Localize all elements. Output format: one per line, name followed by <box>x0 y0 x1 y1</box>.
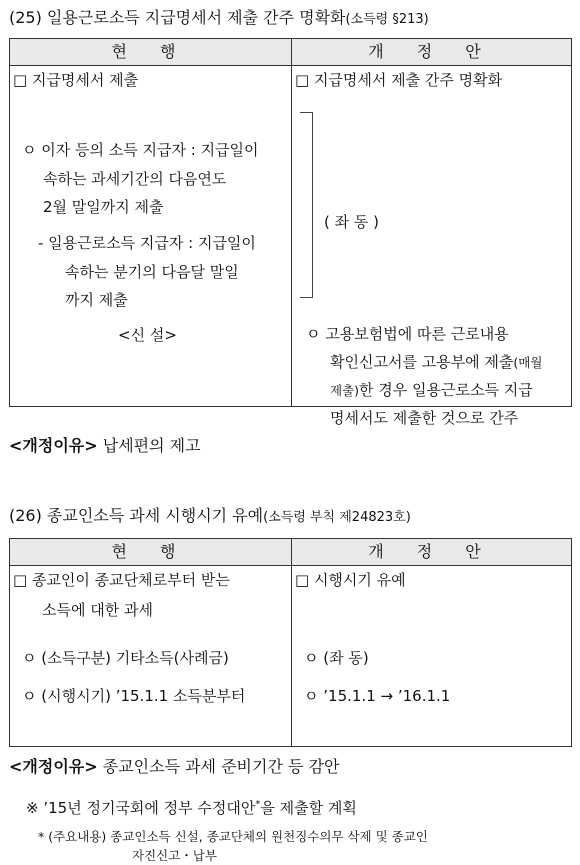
section-26-table <box>9 538 572 747</box>
revised-heading-26: □ 시행시기 유예 <box>295 571 406 589</box>
reason-text: 납세편의 제고 <box>102 436 201 455</box>
section-25-table <box>9 38 572 427</box>
revised-line-3: 제출)한 경우 일용근로소득 지급 <box>330 381 533 399</box>
reason-label: <개정이유> <box>9 436 98 455</box>
current-cell-26 <box>10 566 292 747</box>
revised-line-1-26: ㅇ (좌 동) <box>304 649 369 667</box>
current-line-6: 까지 제출 <box>65 291 128 309</box>
footnote-line-1: * (주요내용) 종교인소득 신설, 종교단체의 원천징수의무 삭제 및 종교인 <box>38 829 428 844</box>
current-line-1-26: ㅇ (소득구분) 기타소득(사례금) <box>22 649 229 667</box>
col-revised-header: 개 정 안 <box>292 39 572 66</box>
current-new-placeholder: <신 설> <box>118 326 177 344</box>
col-current-header-26: 현 행 <box>10 539 292 566</box>
section-25-title <box>9 5 429 28</box>
plan-note: ※ ’15년 정기국회에 정부 수정대안*을 제출할 계획 <box>26 799 357 817</box>
section-26-ref: (소득령 부칙 제24823호) <box>263 510 411 525</box>
reason-label-26: <개정이유> <box>9 757 98 776</box>
col-revised-header-26: 개 정 안 <box>292 539 572 566</box>
current-line-3: 2월 말일까지 제출 <box>43 198 164 216</box>
section-26-reason <box>9 754 339 777</box>
section-25-reason <box>9 433 201 456</box>
current-cell <box>10 66 292 407</box>
reason-text-26: 종교인소득 과세 준비기간 등 감안 <box>102 757 340 776</box>
revised-line-2: 확인신고서를 고용부에 제출(매월 <box>330 353 543 371</box>
revised-heading: □ 지급명세서 제출 간주 명확화 <box>295 71 503 89</box>
section-26-title-text: (26) 종교인소득 과세 시행시기 유예 <box>9 506 264 525</box>
footnote-line-2: 자진신고・납부 <box>132 848 217 863</box>
current-line-1: ㅇ 이자 등의 소득 지급자 : 지급일이 <box>22 141 259 159</box>
revised-line-4: 명세서도 제출한 것으로 간주 <box>330 409 519 427</box>
col-current-header: 현 행 <box>10 39 292 66</box>
section-25-title-text: (25) 일용근로소득 지급명세서 제출 간주 명확화 <box>9 8 346 27</box>
current-line-4: - 일용근로소득 지급자 : 지급일이 <box>38 234 256 252</box>
current-line-5: 속하는 분기의 다음달 말일 <box>65 263 239 281</box>
revised-line-1: ㅇ 고용보험법에 따른 근로내용 <box>306 325 509 343</box>
section-25-ref: (소득령 §213) <box>345 12 429 27</box>
current-heading-26-cont: 소득에 대한 과세 <box>42 601 153 619</box>
revised-cell <box>292 66 572 427</box>
revised-line-2-26: ㅇ ’15.1.1 → ’16.1.1 <box>304 687 451 705</box>
current-heading-26: □ 종교인이 종교단체로부터 받는 <box>13 571 230 589</box>
revised-same-as-left: ( 좌 동 ) <box>324 213 379 231</box>
revised-cell-26 <box>292 566 572 747</box>
same-bracket <box>300 112 313 298</box>
current-line-2: 속하는 과세기간의 다음연도 <box>43 170 227 188</box>
section-26-title <box>9 503 411 526</box>
current-heading: □ 지급명세서 제출 <box>13 71 139 89</box>
current-line-2-26: ㅇ (시행시기) ’15.1.1 소득분부터 <box>22 687 246 705</box>
